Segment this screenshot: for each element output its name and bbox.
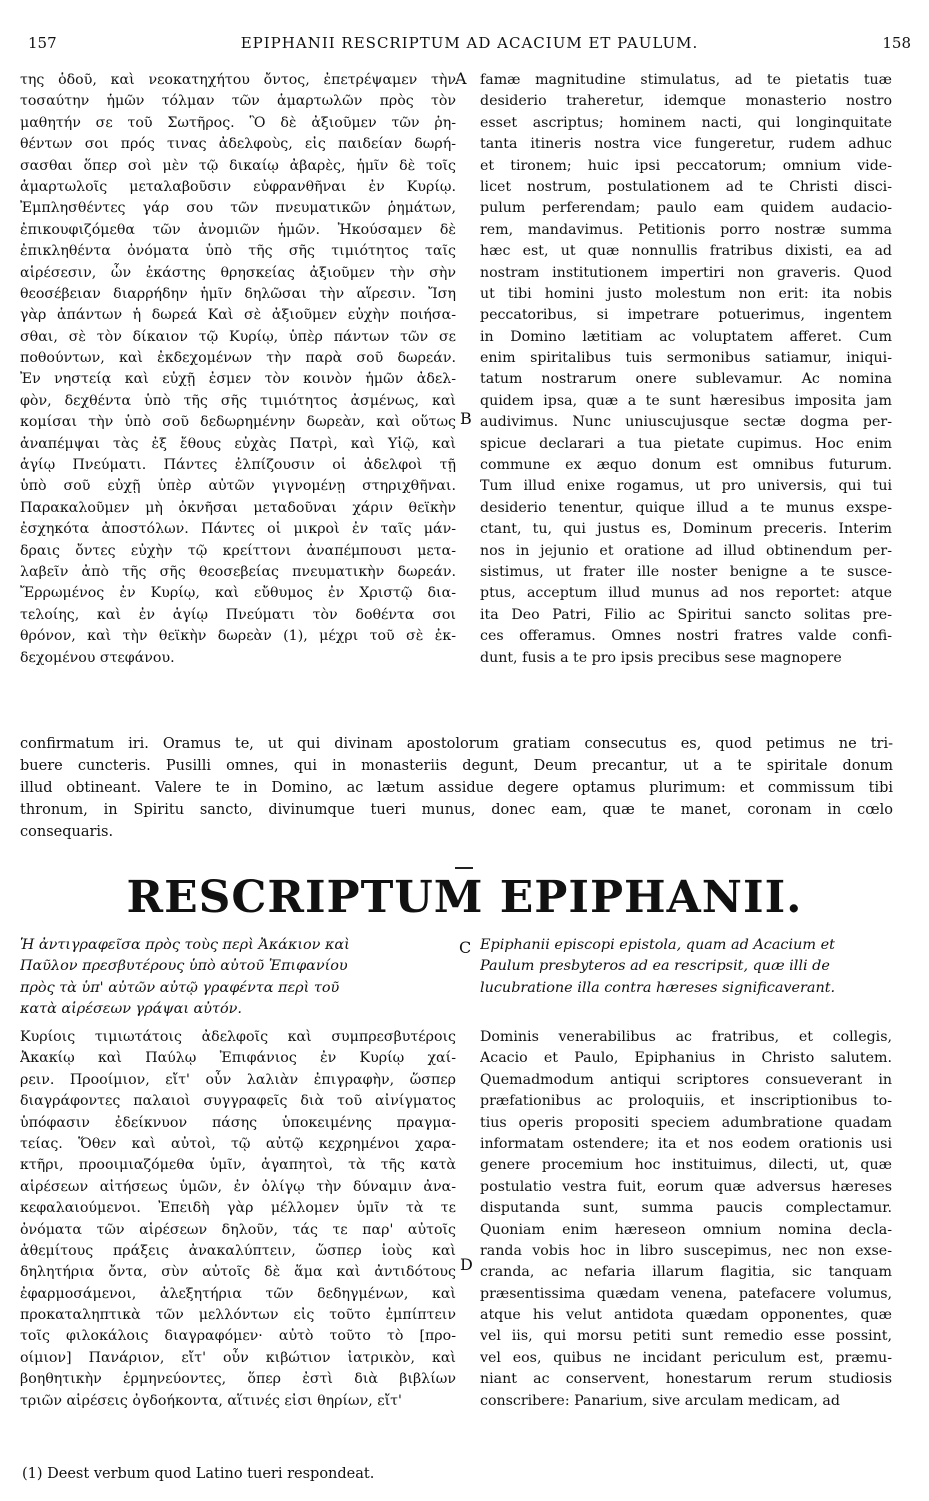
text-line: ἐφαρμοσάμενοι, ἀλεξητήρια τῶν δεδηγμένων, καὶ xyxy=(20,1285,456,1302)
text-line: cranda, ac nefaria illarum flagitia, sic tanquam xyxy=(480,1264,892,1281)
text-line: προκαταληπτικὰ τῶν μελλόντων εἰς τοῦτο ἐμπίπτειν xyxy=(20,1307,456,1324)
text-line: Paulum presbyteros ad ea rescripsit, quæ illi de xyxy=(480,958,830,975)
text-line: ut tibi homini justo molestum non erit: ita nobis xyxy=(480,285,892,302)
text-line: postulatio vestra fuit, eorum quæ adversus hæreses xyxy=(480,1178,892,1195)
text-line: Quemadmodum antiqui scriptores consueverant in xyxy=(480,1071,892,1088)
text-line: famæ magnitudine stimulatus, ad te pietatis tuæ xyxy=(480,72,892,88)
text-line: ἀθεμίτους πράξεις ἀνακαλύπτειν, ὥσπερ ἰοὺς καὶ xyxy=(20,1242,456,1259)
latin-column-top xyxy=(480,70,892,669)
text-line: Ἡ ἀντιγραφεῖσα πρὸς τοὺς περὶ Ἀκάκιον καὶ xyxy=(20,937,350,953)
text-line: consequaris. xyxy=(20,824,114,840)
footnote: (1) Deest verbum quod Latino tueri respondeat. xyxy=(22,1466,375,1482)
text-line: φὸν, δεχθέντα ὑπὸ τῆς σῆς τιμιότητος ἀσμένως, καὶ xyxy=(20,392,456,409)
margin-letter-b: B xyxy=(460,409,472,428)
text-line: διαγράφοντες παλαιοὶ συγγραφεῖς διὰ τοῦ αἰνίγματος xyxy=(20,1093,456,1110)
text-line: esset ascriptus; hominem nacti, qui longinquitate xyxy=(480,114,892,131)
text-line: κομίσαι τὴν ὑπὸ σοῦ δεδωρημένην δωρεὰν, καὶ οὕτως xyxy=(20,414,456,431)
text-line: σθαι, σὲ τὸν δίκαιον τῷ Κυρίῳ, ὑπὲρ πάντων τῶν σε xyxy=(20,328,456,345)
text-line: vel eos, quibus ne incidant periculum est, præmu- xyxy=(480,1349,892,1366)
text-line: ποθούντων, καὶ ἐκδεχομένων τὴν παρὰ σοῦ δωρεάν. xyxy=(20,350,456,367)
margin-letter-a: A xyxy=(455,69,467,88)
text-line: λαβεῖν ἀπὸ τῆς σῆς θεοσεβείας πνευματικὴν δωρεάν. xyxy=(20,563,456,580)
section-title: RESCRIPTUM EPIPHANII. xyxy=(126,872,803,923)
text-line: tanta itineris nostra vice fungeretur, rudem adhuc xyxy=(480,136,892,153)
text-line: μαθητήν σε τοῦ Σωτῆρος. Ὃ δὲ ἀξιοῦμεν τῶν ῥη- xyxy=(20,114,456,131)
text-line: σασθαι ὅπερ σοὶ μὲν τῷ δικαίῳ ἀβαρὲς, ἡμῖν δὲ τοῖς xyxy=(20,157,456,174)
greek-heading xyxy=(20,935,456,1021)
text-line: spicue declarari a tua pietate cupimus. Hoc enim xyxy=(480,435,892,452)
text-line: θέντων σοι πρός τινας ἀδελφοὺς, εἰς παιδείαν δωρή- xyxy=(20,136,456,153)
text-line: præsentissima quædam venena, patefacere volumus, xyxy=(480,1285,892,1302)
text-line: ἀναπέμψαι τὰς ἐξ ἔθους εὐχὰς Πατρὶ, καὶ Υἱῷ, καὶ xyxy=(20,435,456,452)
text-line: sistimus, ut frater ille noster benigne a te susce- xyxy=(480,563,892,580)
text-line: θεοσέβειαν διαρρήδην ἡμῖν δηλῶσαι τὴν αἵρεσιν. Ἴση xyxy=(20,285,456,302)
text-line: Παῦλον πρεσβυτέρους ὑπὸ αὐτοῦ Ἐπιφανίου xyxy=(20,958,348,975)
text-line: enim spiritalibus tuis sermonibus satiamur, iniqui- xyxy=(480,350,892,367)
text-line: ἁγίῳ Πνεύματι. Πάντες ἐλπίζουσιν οἱ ἀδελφοὶ τῇ xyxy=(20,457,456,474)
text-line: Ἔρρωμένος ἐν Κυρίῳ, καὶ εὔθυμος ἐν Χριστῷ δια- xyxy=(20,585,456,602)
text-line: confirmatum iri. Oramus te, ut qui divinam apostolorum gratiam consecutus es, quod petimus ne tri- xyxy=(20,736,893,752)
text-line: τοσαύτην ἡμῶν τόλμαν τῶν ἁμαρτωλῶν πρὸς τὸν xyxy=(20,93,456,110)
text-line: ἁμαρτωλοῖς μεταλαβοῦσιν εὐφρανθῆναι ἐν Κυρίῳ. xyxy=(20,178,456,195)
text-line: Dominis venerabilibus ac fratribus, et collegis, xyxy=(480,1029,892,1045)
text-line: Ἐν νηστείᾳ καὶ εὐχῇ ἐσμεν τὸν κοινὸν ἡμῶν ἀδελ- xyxy=(20,371,456,388)
margin-letter-d: D xyxy=(460,1255,473,1274)
text-line: δραις ὄντες εὐχὴν τῷ κρείττονι ἀναπέμπουσι μετα- xyxy=(20,542,456,559)
text-line: ces offeramus. Omnes nostri fratres valde confi- xyxy=(480,628,892,645)
text-line: randa vobis hoc in libro suscepimus, nec non exse- xyxy=(480,1242,892,1259)
text-line: πρὸς τὰ ὑπ' αὐτῶν αὐτῷ γραφέντα περὶ τοῦ xyxy=(20,979,340,996)
text-line: ἐπικουφιζόμεθα τῶν ἀνομιῶν ἡμῶν. Ἠκούσαμεν δὲ xyxy=(20,221,456,238)
section-divider xyxy=(455,867,473,869)
text-line: ita Deo Patri, Filio ac Spiritui sancto solitas pre- xyxy=(480,606,892,623)
running-header xyxy=(28,34,911,56)
greek-column-bottom xyxy=(20,1027,456,1412)
text-line: dunt, fusis a te pro ipsis precibus sese magnopere xyxy=(480,649,842,666)
text-line: tius operis propositi speciem adumbratione quadam xyxy=(480,1114,892,1131)
text-line: γὰρ ἁπάντων ἡ δωρεά Καὶ σὲ ἀξιοῦμεν εὐχὴν ποιήσα- xyxy=(20,307,456,324)
text-line: ctant, tu, qui justus es, Dominum preceris. Interim xyxy=(480,521,892,538)
text-line: οίμιον] Πανάριον, εἴτ' οὖν κιβώτιον ἰατρικὸν, καὶ xyxy=(20,1349,456,1366)
margin-letter-c: C xyxy=(459,938,472,957)
text-line: δηλητήρια ὄντα, σὺν αὐτοῖς δὲ ἅμα καὶ ἀντιδότους xyxy=(20,1264,456,1281)
text-line: ὑπόφασιν ἐδείκνυον πάσης ὑποκειμένης πραγμα- xyxy=(20,1114,456,1131)
text-line: Quoniam enim hæreseon omnium nomina decla- xyxy=(480,1221,892,1238)
text-line: in Domino lætitiam ac voluptatem afferet. Cum xyxy=(480,328,892,345)
text-line: ἐσχηκότα ἀποστόλων. Πάντες οἱ μικροὶ ἐν ταῖς μάν- xyxy=(20,521,456,538)
left-page-number: 157 xyxy=(28,34,57,52)
text-line: tatum nostrarum onere sublevamur. Ac nomina xyxy=(480,371,892,388)
text-line: Epiphanii episcopi epistola, quam ad Acacium et xyxy=(480,937,835,953)
text-line: ptus, acceptum illud munus ad nos reportet: atque xyxy=(480,585,892,602)
text-line: κεφαλαιούμενοι. Ἐπειδὴ γὰρ μέλλομεν ὑμῖν τὰ τε xyxy=(20,1200,456,1217)
text-line: της ὁδοῦ, καὶ νεοκατηχήτου ὄντος, ἐπετρέψαμεν τὴν xyxy=(20,72,456,88)
text-line: rem, mandavimus. Petitionis porro nostræ summa xyxy=(480,221,892,238)
text-line: nos in jejunio et oratione ad illud obtinendum per- xyxy=(480,542,892,559)
text-line: audivimus. Nunc uniuscujusque sectæ dogma per- xyxy=(480,414,892,431)
text-line: Παρακαλοῦμεν μὴ ὀκνῆσαι μεταδοῦναι χάριν θεϊκὴν xyxy=(20,499,456,516)
text-line: Tum illud enixe rogamus, ut pro universis, qui tui xyxy=(480,478,892,495)
text-line: θρόνον, καὶ τὴν θεϊκὴν δωρεὰν (1), μέχρι τοῦ σὲ ἐκ- xyxy=(20,628,456,645)
text-line: atque his velut antidota quædam opponentes, quæ xyxy=(480,1307,892,1324)
text-line: αἱρέσεων αἰτήσεως ὑμῶν, ἐν ὀλίγῳ τὴν δύναμιν ἀνα- xyxy=(20,1178,456,1195)
text-line: illud obtineant. Valere te in Domino, ac lætum assidue degere optamus plurimum: et commissum tibi xyxy=(20,780,893,796)
text-line: thronum, in Spiritu sancto, divinumque tueri munus, donec eam, quæ te manet, coronam in cœlo xyxy=(20,802,893,818)
text-line: licet nostrum, postulationem ad te Christi disci- xyxy=(480,178,892,195)
text-line: ρειν. Προοίμιον, εἴτ' οὖν λαλιὰν ἐπιγραφὴν, ὥσπερ xyxy=(20,1071,456,1088)
text-line: κτῆρι, προοιμιαζόμεθα ὑμῖν, ἀγαπητοὶ, τὰ τῆς κατὰ xyxy=(20,1157,456,1174)
text-line: genere procemium hoc instituimus, dilecti, ut, quæ xyxy=(480,1157,892,1174)
text-line: informatam ostendere; ita et nos eodem orationis usi xyxy=(480,1135,892,1152)
text-line: βοηθητικὴν ἑρμηνεύοντες, ὅπερ ἐστὶ διὰ βιβλίων xyxy=(20,1371,456,1388)
text-line: desiderio traheretur, idemque monasterio nostro xyxy=(480,93,892,110)
right-page-number: 158 xyxy=(882,34,911,52)
latin-full-width-paragraph xyxy=(20,733,893,843)
text-line: τελοίης, καὶ ἐν ἁγίῳ Πνεύματι τὸν δοθέντα σοι xyxy=(20,606,456,623)
text-line: lucubratione illa contra hæreses significaverant. xyxy=(480,979,836,996)
text-line: Ἀκακίῳ καὶ Παύλῳ Ἐπιφάνιος ἐν Κυρίῳ χαί- xyxy=(20,1050,456,1067)
text-line: desiderio tenentur, quique illud a te munus exspe- xyxy=(480,499,892,516)
text-line: ἐπικληθέντα ὀνόματα ὑπὸ τῆς σῆς τιμιότητος ταῖς xyxy=(20,243,456,260)
text-line: Ἐμπλησθέντες γάρ σου τῶν πνευματικῶν ῥημάτων, xyxy=(20,200,456,217)
text-line: commune ex æquo donum est omnibus futurum. xyxy=(480,457,892,474)
text-line: disputanda sunt, summa paucis complectamur. xyxy=(480,1200,892,1217)
text-line: κατὰ αἱρέσεων γράψαι αὐτόν. xyxy=(20,1001,242,1018)
text-line: τείας. Ὅθεν καὶ αὐτοὶ, τῷ αὐτῷ κεχρημένοι χαρα- xyxy=(20,1135,456,1152)
text-line: Acacio et Paulo, Epiphanius in Christo salutem. xyxy=(480,1050,892,1067)
latin-heading xyxy=(480,935,892,999)
text-line: τριῶν αἱρέσεις ὀγδοήκοντα, αἵτινές εἰσι θηρίων, εἴτ' xyxy=(20,1392,402,1409)
text-line: αἱρέσεσιν, ὧν ἑκάστης θρησκείας ἀξιοῦμεν τὴν σὴν xyxy=(20,264,456,281)
text-line: et tironem; huic ipsi peccatorum; omnium vide- xyxy=(480,157,892,174)
greek-column-top xyxy=(20,70,456,669)
text-line: ὑπὸ σοῦ εὐχῇ ὑπὲρ αὐτῶν γιγνομένῃ στηριχθῆναι. xyxy=(20,478,456,495)
text-line: quidem ipsa, quæ a te sunt hæresibus imposita jam xyxy=(480,392,892,409)
text-line: nostram institutionem impertiri non graveris. Quod xyxy=(480,264,892,281)
text-line: pulum perferendam; paulo eam quidem audacio- xyxy=(480,200,892,217)
latin-column-bottom xyxy=(480,1027,892,1412)
text-line: niant ac conservent, honestarum rerum studiosis xyxy=(480,1371,892,1388)
text-line: τοῖς φιλοκάλοις διαγραφόμεν· αὐτὸ τοῦτο τὸ [προ- xyxy=(20,1328,456,1345)
text-line: peccatoribus, si impetrare potuerimus, ingentem xyxy=(480,307,892,324)
text-line: vel iis, qui morsu petiti sunt remedio esse possint, xyxy=(480,1328,892,1345)
running-title: EPIPHANII RESCRIPTUM AD ACACIUM ET PAULUM. xyxy=(240,34,699,52)
text-line: hæc est, ut quæ nonnullis fratribus dixisti, ea ad xyxy=(480,243,892,260)
text-line: Κυρίοις τιμιωτάτοις ἀδελφοῖς καὶ συμπρεσβυτέροις xyxy=(20,1029,456,1045)
text-line: δεχομένου στεφάνου. xyxy=(20,649,175,666)
text-line: buere cuncteris. Pusilli omnes, qui in monasteriis degunt, Deum precantur, ut a te spiritale donum xyxy=(20,758,893,774)
text-line: conscribere: Panarium, sive arculam medicam, ad xyxy=(480,1392,840,1409)
text-line: ὀνόματα τῶν αἱρέσεων δηλοῦν, τάς τε παρ' αὐτοῖς xyxy=(20,1221,456,1238)
text-line: præfationibus ac proloquiis, et inscriptionibus to- xyxy=(480,1093,892,1110)
